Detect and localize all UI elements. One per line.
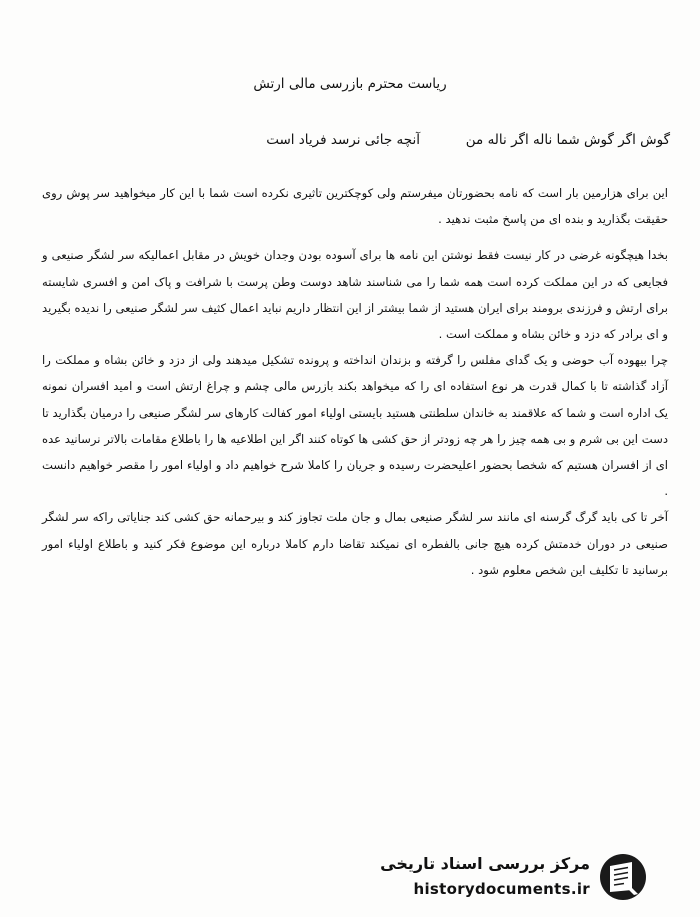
archive-url: historydocuments.ir	[413, 880, 590, 898]
paragraph-3: چرا بیهوده آب حوضی و یک گدای مفلس را گرفته و بزندان انداخته و پرونده تشکیل میدهند ولی از دزد و خائن بشاه و مملکت را آزاد گذاشته تا با کمال قدرت هر نوع استفاده ای را که میخواهد بکند بازرس مالی چشم و چراغ ارتش است و امید افسران نمونه یک اداره است و شما که علاقمند به خاندان سلطنتی هستید بایستی اولیاء امور کفالت کارهای سر لشگر صنیعی را درمیان بگذارید تا دست این بی شرم و بی همه چیز را هر چه زودتر از حق کشی ها کوتاه کنند اگر این اطلاعیه ها را باطلاع مقامات بالاتر نرسانید عده ای از افسران هستیم که شخصا بحضور اعلیحضرت رسیده و جریان را کاملا شرح خواهیم داد و اولیاء امور را مقصر خواهیم دانست .	[42, 353, 668, 499]
archive-logo-icon	[598, 852, 648, 902]
verse-first-hemistich: گوش اگر گوش شما ناله اگر ناله من	[465, 132, 670, 148]
paragraph-4: آخر تا کی باید گرگ گرسنه ای مانند سر لشگر صنیعی بمال و جان ملت تجاوز کند و بیرحمانه حق کشی کند جنایاتی راکه سر لشگر صنیعی در دوران خدمتش کرده هیچ جانی بالفطره ای نمیکند تقاضا دارم کاملا درباره این موضوع فکر کنید و باطلاع اولیاء امور برسانید تا تکلیف این شخص معلوم شود .	[42, 510, 668, 577]
archive-name: مرکز بررسی اسناد تاریخی	[380, 854, 590, 873]
paragraph-2: بخدا هیچگونه غرضی در کار نیست فقط نوشتن این نامه ها برای آسوده بودن وجدان خویش در مقابل اعمالیکه سر لشگر صنیعی و فجایعی که در این مملکت کرده است همه شما را می شناسند شاهد دوست وطن پرست با شرافت و پاک امن و افسری شایسته برای ارتش و فرزندی برومند برای ایران هستید از شما بیشتر از این انتظار داریم نباید اعمال کثیف سر لشگر صنیعی را ندیده بگیرید و ای برادر که دزد و خائن بشاه و مملکت است .	[42, 248, 668, 342]
paragraph-1: این برای هزارمین بار است که نامه بحضورتان میفرستم ولی کوچکترین تاثیری نکرده است شما با این کار میخواهید سر پوش روی حقیقت بگذارید و بنده ای من پاسخ مثبت ندهید .	[42, 186, 668, 227]
salutation: ریاست محترم بازرسی مالی ارتش	[253, 76, 447, 92]
archive-watermark	[366, 850, 648, 906]
verse-second-hemistich: آنچه جائی نرسد فریاد است	[266, 132, 420, 148]
letter-body	[42, 180, 668, 583]
